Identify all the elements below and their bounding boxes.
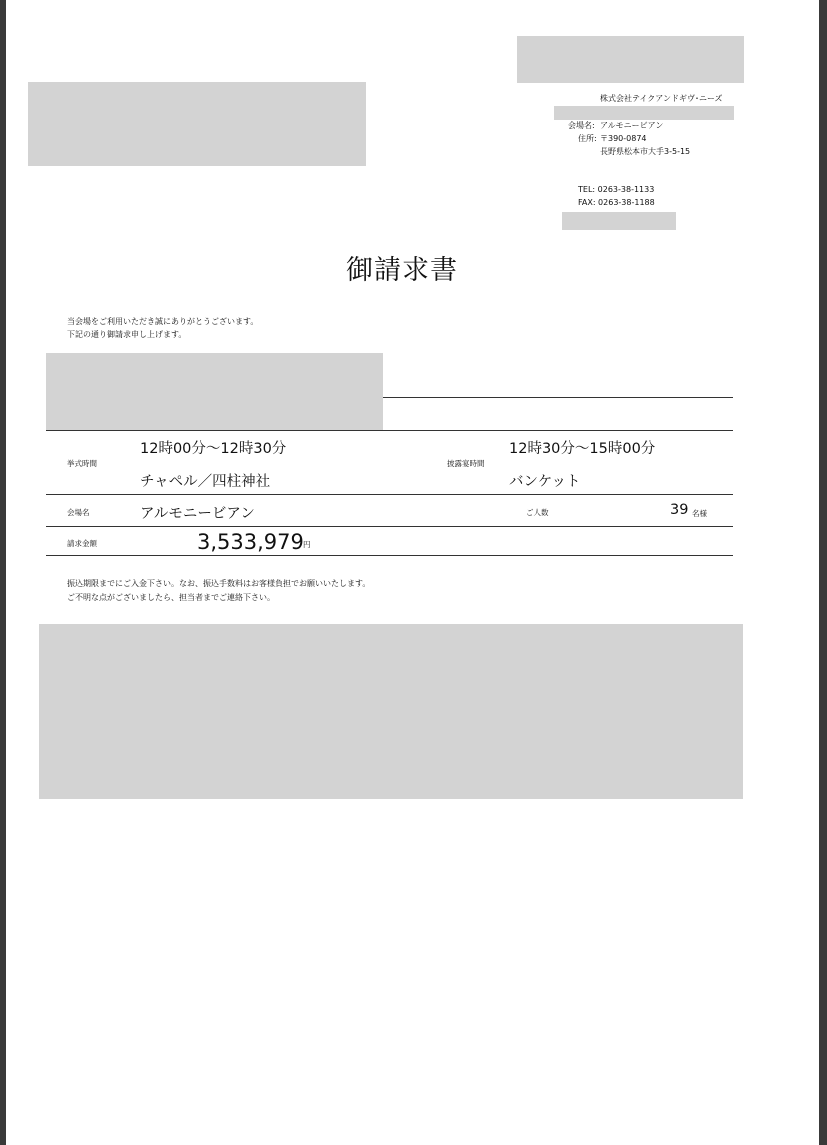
greeting-line-1: 当会場をご利用いただき誠にありがとうございます。 xyxy=(67,317,259,326)
invoice-page xyxy=(6,0,819,1145)
tel: TEL: 0263-38-1133 xyxy=(578,185,655,194)
ceremony-time: 12時00分～12時30分 xyxy=(140,441,287,457)
venue-row-value: アルモニービアン xyxy=(140,506,255,522)
reception-place: バンケット xyxy=(509,474,581,490)
company-name: 株式会社テイクアンドギヴ･ニーズ xyxy=(600,94,723,103)
guests-label: ご人数 xyxy=(526,508,549,517)
redacted-block-bank xyxy=(39,624,743,799)
venue-label: 会場名: xyxy=(568,121,595,130)
guests-value: 39 xyxy=(670,502,689,518)
fax: FAX: 0263-38-1188 xyxy=(578,198,655,207)
amount-unit: 円 xyxy=(303,540,311,549)
reception-time: 12時30分～15時00分 xyxy=(509,441,656,457)
redacted-block-recipient xyxy=(28,82,366,166)
customer-line-2 xyxy=(46,430,733,431)
address-label: 住所: xyxy=(578,134,597,143)
redacted-block-company-sub xyxy=(554,106,734,120)
amount-label: 請求金額 xyxy=(67,539,97,548)
postal-code: 〒390-0874 xyxy=(600,134,647,143)
note-line-2: ご不明な点がございましたら、担当者までご連絡下さい。 xyxy=(67,593,275,602)
row-line-2 xyxy=(46,526,733,527)
redacted-block-top-right xyxy=(517,36,744,83)
customer-line-1 xyxy=(383,397,733,398)
redacted-block-contact xyxy=(562,212,676,230)
greeting-line-2: 下記の通り御請求申し上げます。 xyxy=(67,330,187,339)
row-line-1 xyxy=(46,494,733,495)
ceremony-label: 挙式時間 xyxy=(67,459,97,468)
ceremony-place: チャペル／四柱神社 xyxy=(140,474,271,490)
note-line-1: 振込期限までにご入金下さい。なお、振込手数料はお客様負担でお願いいたします。 xyxy=(67,579,371,588)
reception-label: 披露宴時間 xyxy=(447,459,485,468)
venue-row-label: 会場名 xyxy=(67,508,90,517)
venue-name: アルモニービアン xyxy=(600,121,664,130)
redacted-block-customer xyxy=(46,353,383,431)
address: 長野県松本市大手3-5-15 xyxy=(600,147,691,156)
amount-value: 3,533,979 xyxy=(197,530,304,554)
guests-unit: 名様 xyxy=(692,509,707,518)
row-line-3 xyxy=(46,555,733,556)
document-title: 御請求書 xyxy=(346,255,458,286)
